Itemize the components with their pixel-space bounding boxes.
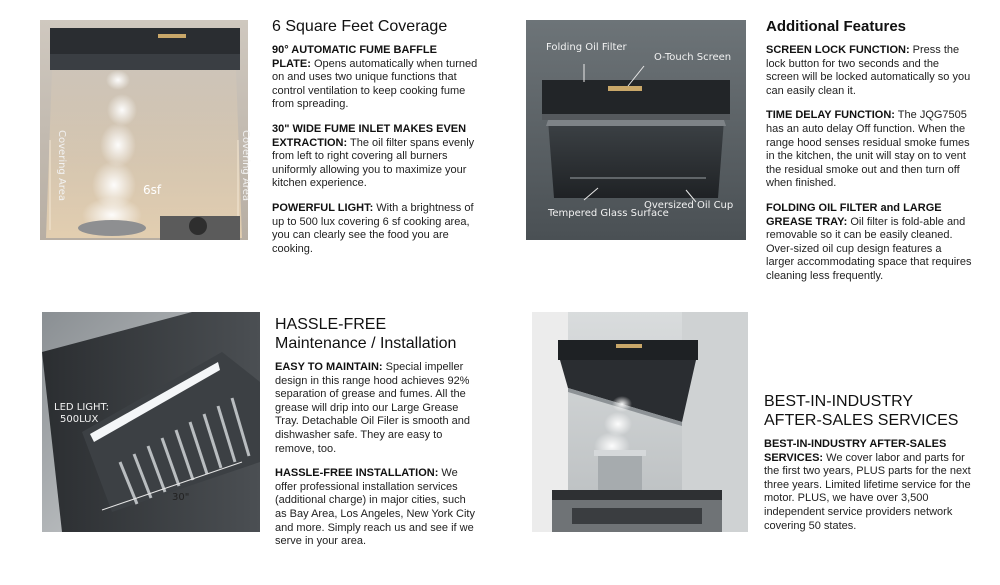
label-o-touch-screen: O-Touch Screen <box>654 52 732 63</box>
kitchen-image <box>532 312 748 532</box>
section-coverage-title: 6 Square Feet Coverage <box>272 18 448 35</box>
coverage-illustration <box>40 20 248 240</box>
features-image <box>526 20 746 240</box>
maintenance-para-2: HASSLE-FREE INSTALLATION: We offer professional installation services (additional charge) in major cities, such as Bay Area, Los Angeles, New York City and more. Simply reach us and see if we serve in your area. <box>275 467 475 548</box>
section-services <box>764 392 972 544</box>
features-para-2: TIME DELAY FUNCTION: The JQG7505 has an auto delay Off function. When the range hood senses residual smoke fumes in the kitchen, the unit will stay on to vent the residual smoke out and then turn off when finished. <box>766 109 970 190</box>
features-para-1: SCREEN LOCK FUNCTION: Press the lock button for two seconds and the screen will be locked automatically so you can easily clean it. <box>766 44 971 97</box>
coverage-para-2: 30" WIDE FUME INLET MAKES EVEN EXTRACTION: The oil filter spans evenly from left to right covering all burners uniformly allowing you to maximize your kitchen experience. <box>272 122 475 190</box>
maintenance-image <box>42 312 260 532</box>
coverage-center-label: 6sf <box>143 183 162 197</box>
coverage-left-label: Covering Area <box>55 130 67 201</box>
coverage-para-1: 90° AUTOMATIC FUME BAFFLE PLATE: Opens automatically when turned on and uses two unique functions that control ventilation to keep cooking fume from spreading. <box>272 44 478 111</box>
label-oversized-oil-cup: Oversized Oil Cup <box>644 200 734 211</box>
section-features-title: Additional Features <box>766 18 907 35</box>
services-para-1: BEST-IN-INDUSTRY AFTER-SALES SERVICES: We cover labor and parts for the first two years, PLUS parts for the next three years. Limited lifetime service for the motor. PLUS, we have over 3,500 independent service providers network covering 50 states. <box>764 438 971 532</box>
section-coverage <box>272 17 478 267</box>
label-folding-oil-filter: Folding Oil Filter <box>546 42 627 53</box>
coverage-para-3: POWERFUL LIGHT: With a brightness of up to 500 lux covering 6 sf cooking area, you can clearly see the food you are cooking. <box>272 201 474 255</box>
led-light-line2: 500LUX <box>60 414 99 425</box>
coverage-image <box>40 20 251 240</box>
section-maintenance <box>275 315 475 560</box>
led-light-line1: LED LIGHT: <box>54 402 109 413</box>
maintenance-para-1: EASY TO MAINTAIN: Special impeller design in this range hood achieves 92% separation of grease and fumes. All the grease will drip into our Large Grease Tray. Detachable Oil Filer is smooth and dishwasher safe. They are easy to remove, too. <box>275 361 471 455</box>
coverage-right-label: Covering Area <box>239 130 251 201</box>
kitchen-illustration <box>532 312 748 532</box>
label-tempered-glass: Tempered Glass Surface <box>548 208 669 219</box>
width-label: 30" <box>172 492 190 503</box>
section-features <box>766 17 972 295</box>
section-services-title: BEST-IN-INDUSTRY AFTER-SALES SERVICES <box>764 393 959 429</box>
section-maintenance-title: HASSLE-FREE Maintenance / Installation <box>275 316 457 352</box>
features-para-3: FOLDING OIL FILTER and LARGE GREASE TRAY: Oil filter is fold-able and removable so it can be easily cleaned. Over-sized oil cup design features a larger accommodating space that requires cleaning less frequently. <box>766 201 972 282</box>
